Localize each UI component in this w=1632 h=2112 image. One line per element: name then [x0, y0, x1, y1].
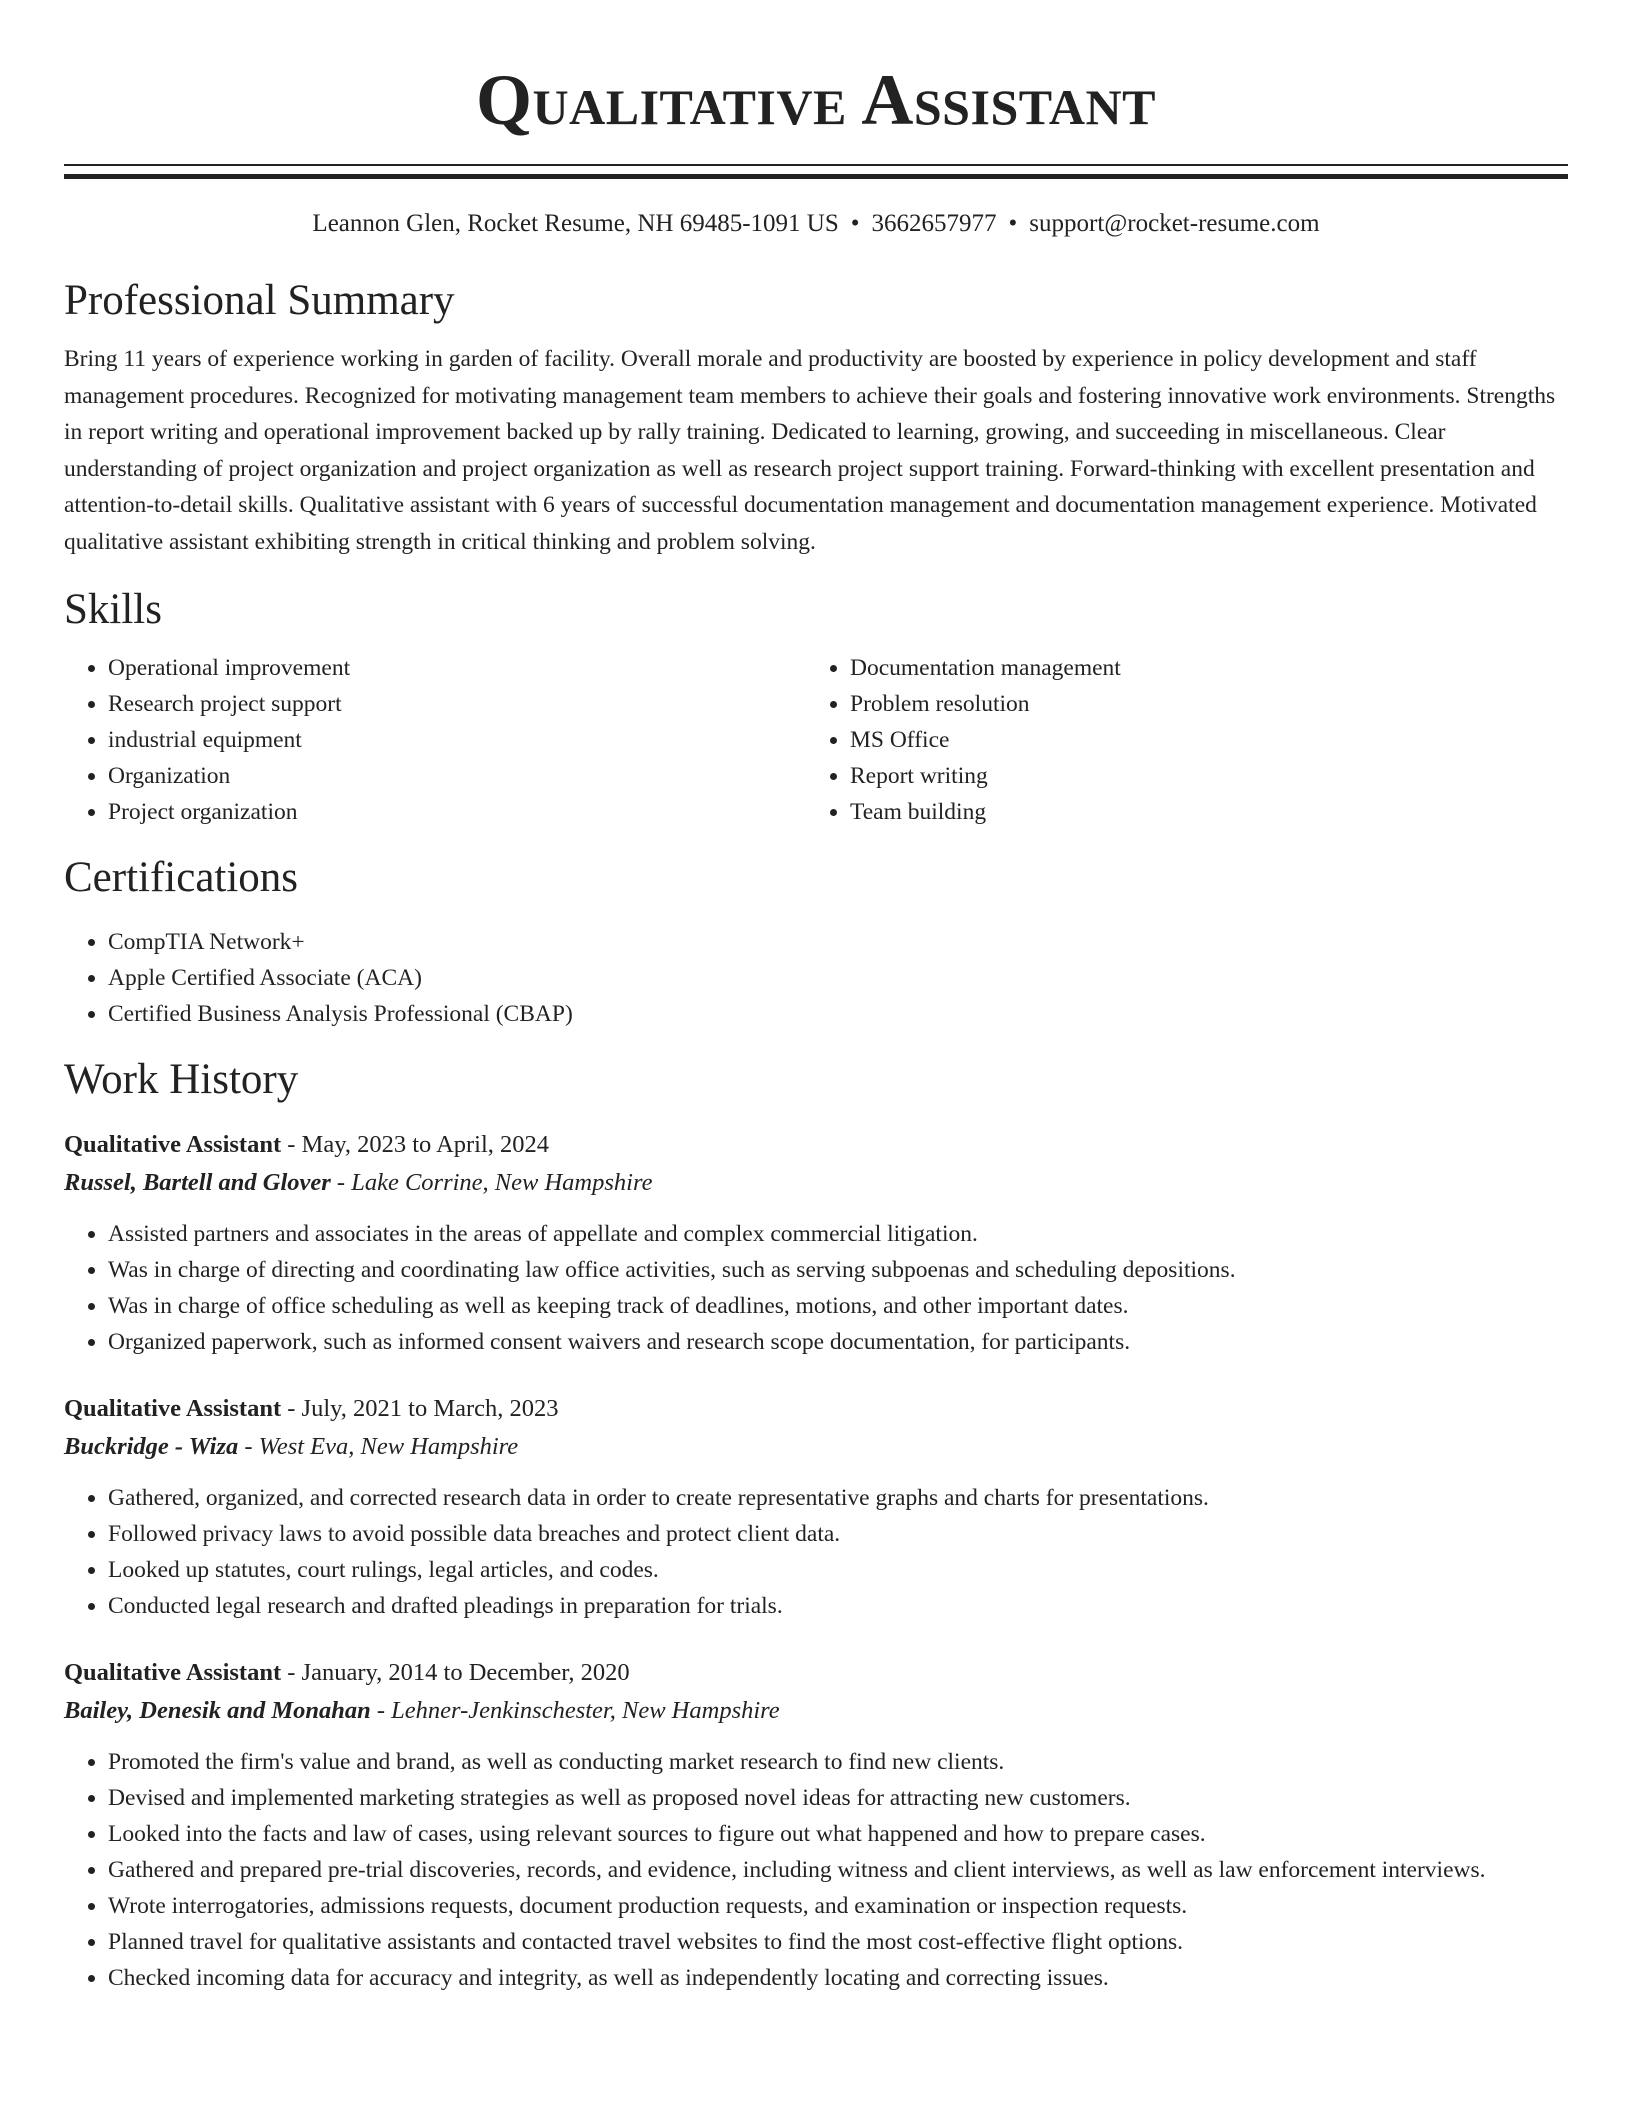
certifications-heading: Certifications — [64, 854, 299, 901]
skill-item: • Report writing — [850, 758, 1548, 794]
skill-item: • Team building — [850, 794, 1548, 830]
job-bullet: • Was in charge of office scheduling as well as keeping track of deadlines, motions, and other important dates. — [108, 1288, 1568, 1324]
job-entry — [64, 1654, 1568, 1996]
skill-item: • Problem resolution — [850, 686, 1548, 722]
job-location: West Eva, New Hampshire — [258, 1433, 519, 1460]
summary-heading: Professional Summary — [64, 277, 455, 324]
summary-text: Bring 11 years of experience working in garden of facility. Overall morale and productivity are boosted by experience in policy development and staff management procedures. Recognized for motivating management team members to achieve their goals and fostering innovative work environments. Strengths in report writing and operational improvement backed up by rally training. Dedicated to learning, growing, and succeeding in miscellaneous. Clear understanding of project organization and project organization as well as research project support training. Forward-thinking with excellent presentation and attention-to-detail skills. Qualitative assistant with 6 years of successful documentation management and documentation management experience. Motivated qualitative assistant exhibiting strength in critical thinking and problem solving. — [64, 346, 1556, 555]
job-company: Bailey, Denesik and Monahan — [64, 1697, 371, 1724]
job-bullet: • Devised and implemented marketing strategies as well as proposed novel ideas for attracting new customers. — [108, 1780, 1568, 1816]
job-location: Lake Corrine, New Hampshire — [351, 1169, 653, 1196]
job-bullets — [64, 1480, 1568, 1624]
contact-address: Leannon Glen, Rocket Resume, NH 69485-1091 US — [312, 210, 839, 237]
job-company-line: Buckridge - Wiza - West Eva, New Hampshire — [64, 1433, 519, 1460]
job-bullets — [64, 1216, 1568, 1360]
contact-separator: • — [850, 210, 860, 237]
job-bullet: • Checked incoming data for accuracy and integrity, as well as independently locating and correcting issues. — [108, 1960, 1568, 1996]
contact-phone: 3662657977 — [871, 210, 997, 237]
job-title: Qualitative Assistant — [64, 1131, 282, 1158]
contact-email: support@rocket-resume.com — [1029, 210, 1320, 237]
skill-item: • Project organization — [108, 794, 806, 830]
skill-item: • industrial equipment — [108, 722, 806, 758]
work-history-heading: Work History — [64, 1056, 299, 1103]
certification-item: • CompTIA Network+ — [108, 924, 1568, 960]
job-bullet: • Was in charge of directing and coordinating law office activities, such as serving subpoenas and scheduling depositions. — [108, 1252, 1568, 1288]
skills-column-right — [806, 650, 1548, 830]
skills-column-left — [64, 650, 806, 830]
job-entry — [64, 1126, 1568, 1360]
job-bullet: • Planned travel for qualitative assistants and contacted travel websites to find the most cost-effective flight options. — [108, 1924, 1568, 1960]
certifications-list — [64, 924, 1568, 1032]
contact-separator: • — [1008, 210, 1018, 237]
job-company-line: Russel, Bartell and Glover - Lake Corrine, New Hampshire — [64, 1169, 653, 1196]
certification-item: • Certified Business Analysis Professional (CBAP) — [108, 996, 1568, 1032]
skills-heading: Skills — [64, 586, 162, 633]
job-bullet: • Gathered, organized, and corrected research data in order to create representative graphs and charts for presentations. — [108, 1480, 1568, 1516]
job-bullet: • Conducted legal research and drafted pleadings in preparation for trials. — [108, 1588, 1568, 1624]
skill-item: • MS Office — [850, 722, 1548, 758]
job-bullet: • Organized paperwork, such as informed consent waivers and research scope documentation, for participants. — [108, 1324, 1568, 1360]
skills-list — [64, 650, 1568, 830]
job-bullet: • Followed privacy laws to avoid possible data breaches and protect client data. — [108, 1516, 1568, 1552]
job-company: Buckridge - Wiza — [64, 1433, 239, 1460]
job-title: Qualitative Assistant — [64, 1659, 282, 1686]
job-bullet: • Assisted partners and associates in the areas of appellate and complex commercial litigation. — [108, 1216, 1568, 1252]
job-dates: July, 2021 to March, 2023 — [301, 1395, 559, 1422]
skill-item: • Operational improvement — [108, 650, 806, 686]
resume-title: Qualitative Assistant — [476, 60, 1156, 140]
certification-item: • Apple Certified Associate (ACA) — [108, 960, 1568, 996]
job-bullet: • Wrote interrogatories, admissions requests, document production requests, and examination or inspection requests. — [108, 1888, 1568, 1924]
job-title: Qualitative Assistant — [64, 1395, 282, 1422]
job-company: Russel, Bartell and Glover — [64, 1169, 331, 1196]
title-divider — [64, 164, 1568, 179]
job-dates: January, 2014 to December, 2020 — [301, 1659, 630, 1686]
job-bullet: • Promoted the firm's value and brand, as well as conducting market research to find new clients. — [108, 1744, 1568, 1780]
job-title-line: Qualitative Assistant - January, 2014 to December, 2020 — [64, 1659, 630, 1686]
job-title-line: Qualitative Assistant - July, 2021 to March, 2023 — [64, 1395, 559, 1422]
job-entry — [64, 1390, 1568, 1624]
job-bullet: • Looked into the facts and law of cases, using relevant sources to figure out what happened and how to prepare cases. — [108, 1816, 1568, 1852]
job-title-line: Qualitative Assistant - May, 2023 to April, 2024 — [64, 1131, 550, 1158]
job-bullet: • Looked up statutes, court rulings, legal articles, and codes. — [108, 1552, 1568, 1588]
job-location: Lehner-Jenkinschester, New Hampshire — [391, 1697, 780, 1724]
job-company-line: Bailey, Denesik and Monahan - Lehner-Jenkinschester, New Hampshire — [64, 1697, 780, 1724]
job-bullets — [64, 1744, 1568, 1996]
contact-line — [64, 207, 1568, 241]
skill-item: • Organization — [108, 758, 806, 794]
skill-item: • Documentation management — [850, 650, 1548, 686]
skill-item: • Research project support — [108, 686, 806, 722]
job-dates: May, 2023 to April, 2024 — [301, 1131, 550, 1158]
job-bullet: • Gathered and prepared pre-trial discoveries, records, and evidence, including witness and client interviews, as well as law enforcement interviews. — [108, 1852, 1568, 1888]
